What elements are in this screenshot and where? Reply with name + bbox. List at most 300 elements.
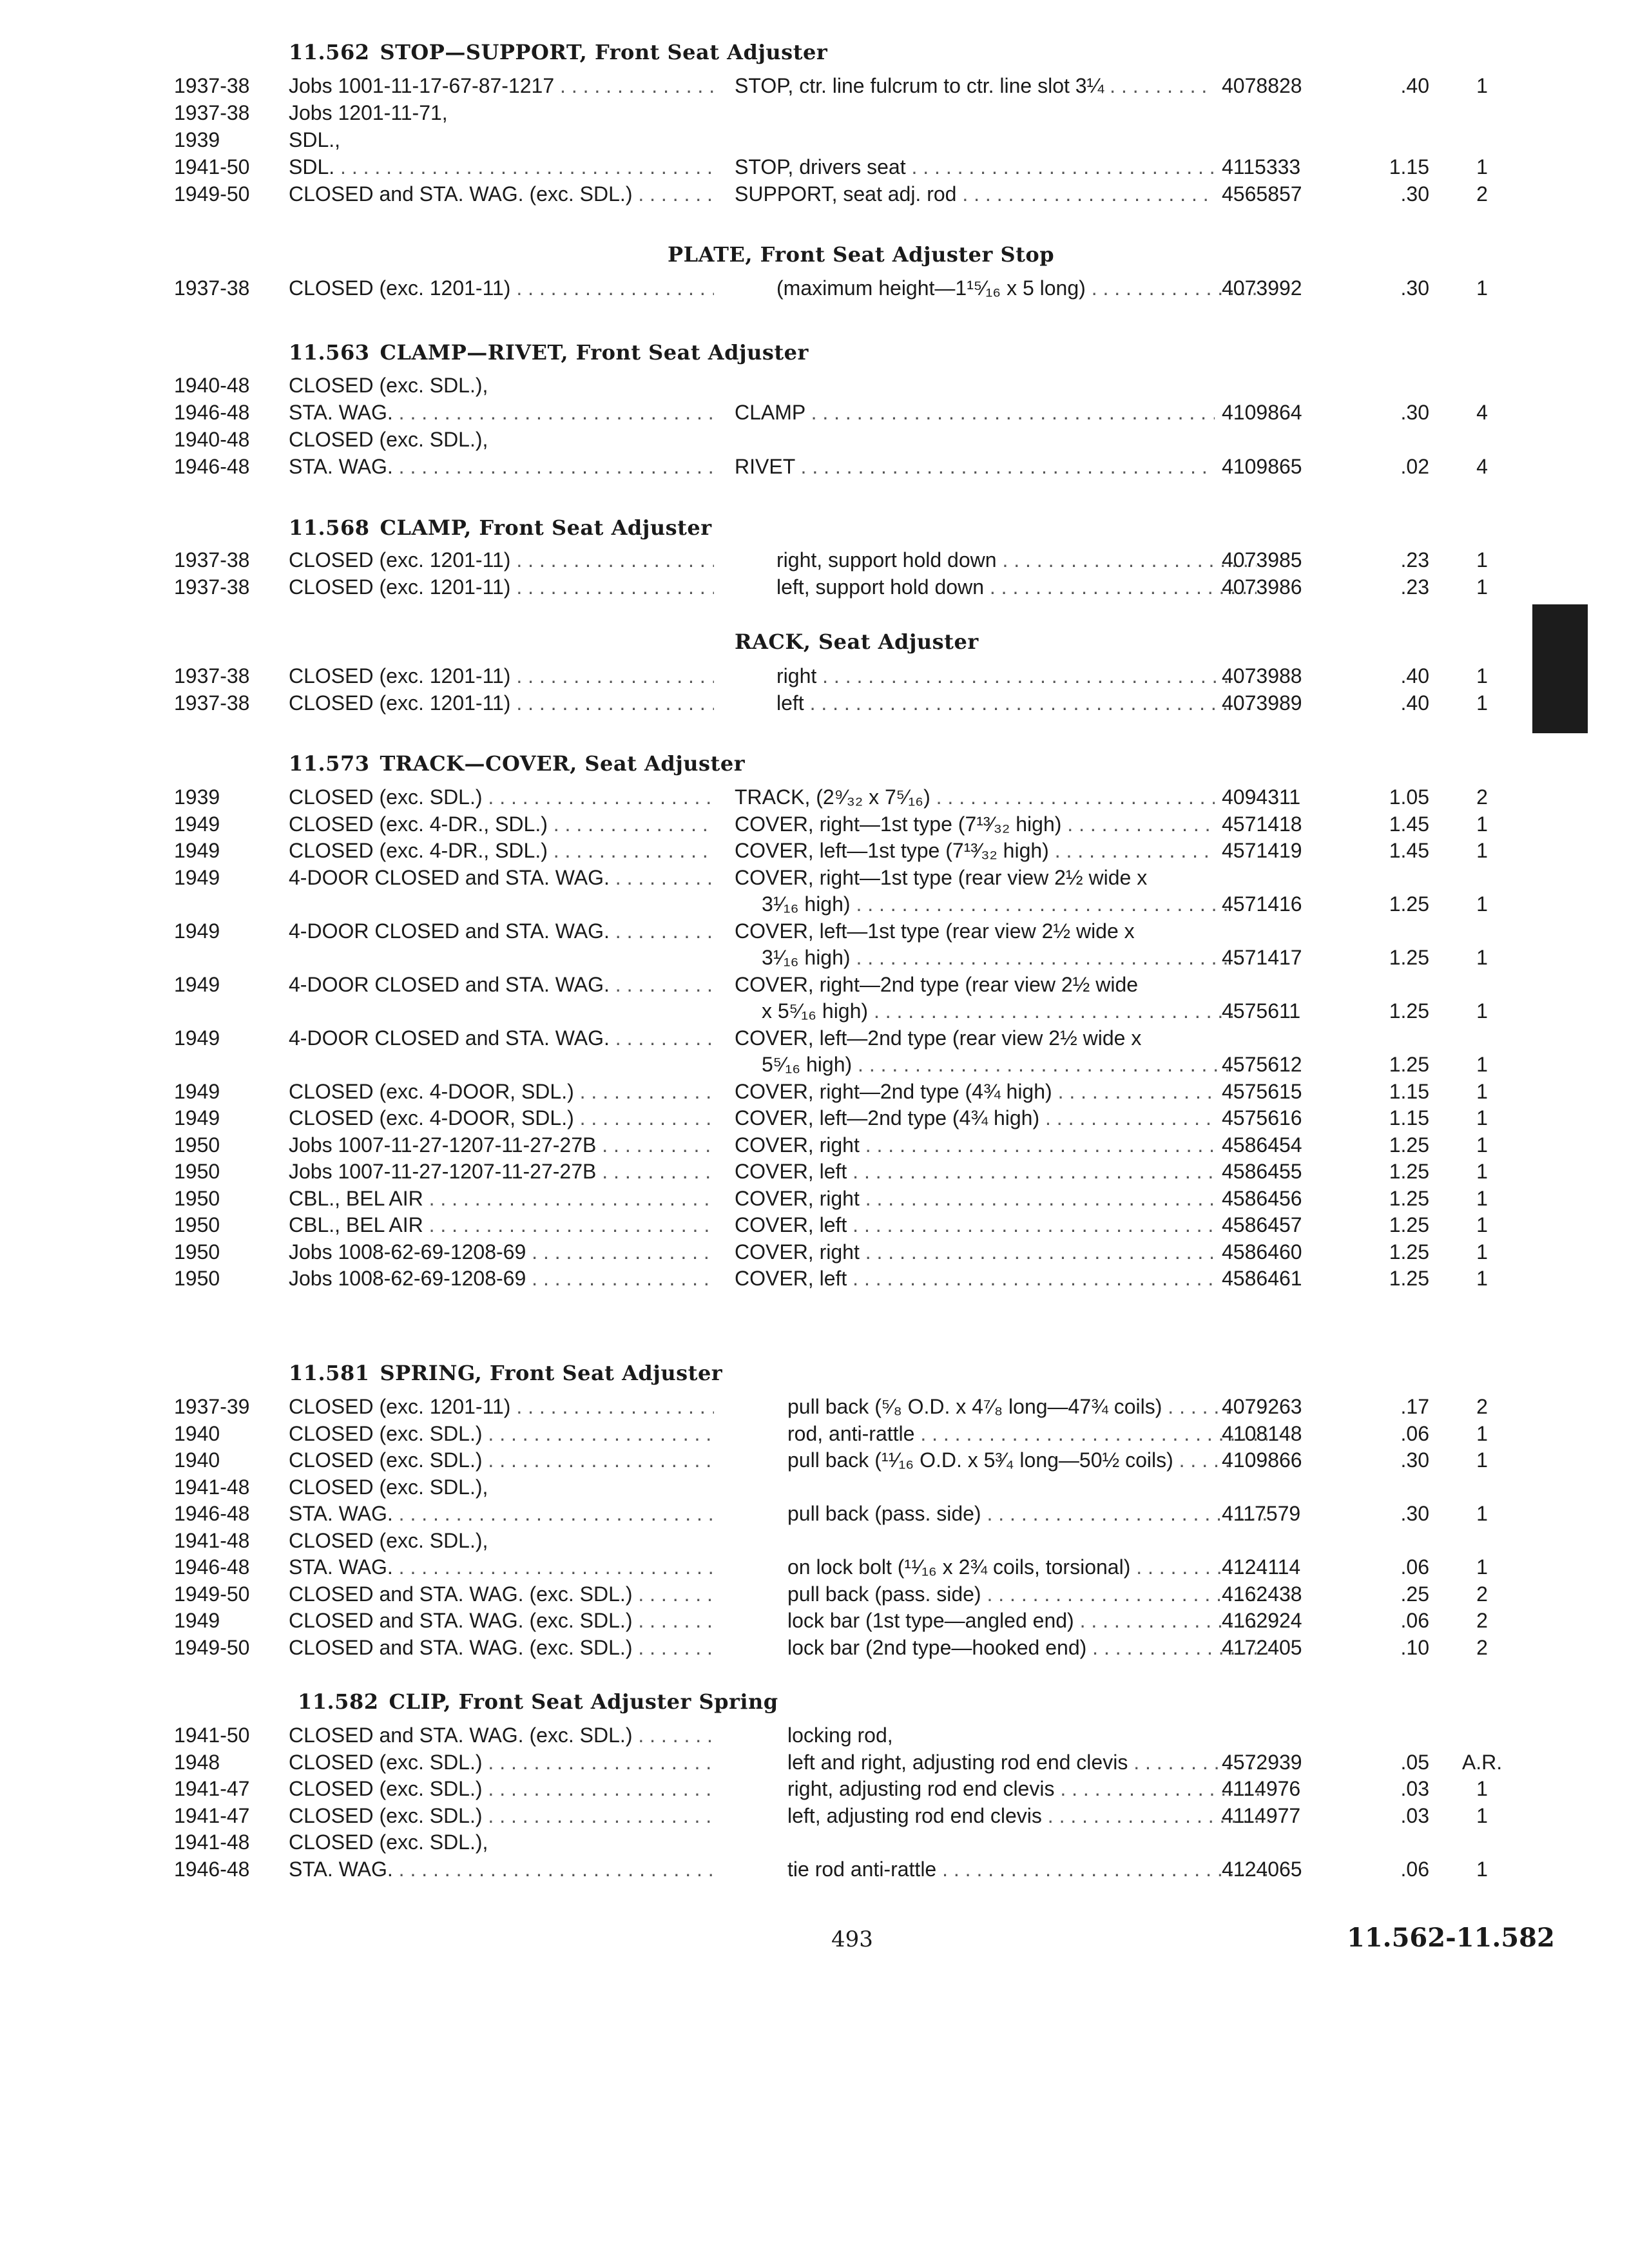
price-cell: .40 [1400, 691, 1429, 715]
part-row [0, 573, 1629, 601]
description-cell: 3¹⁄₁₆ high) . . . [762, 890, 1242, 918]
part-row [0, 1802, 1629, 1829]
section-range: 11.562-11.582 [1347, 1923, 1555, 1953]
part-row [0, 1553, 1629, 1581]
price-cell: 1.25 [1389, 1160, 1429, 1183]
part-row [0, 399, 1629, 426]
section-title: RACK, Seat Adjuster [735, 629, 979, 654]
thumb-index-tab [1532, 604, 1588, 733]
year-cell: 1949-50 [174, 1635, 250, 1659]
quantity-cell: 1 [1476, 664, 1488, 687]
description-cell: COVER, left—1st type (7¹³⁄₃₂ high) . . . [735, 837, 1215, 864]
price-cell: .06 [1400, 1555, 1429, 1579]
model-cell: Jobs 1007-11-27-1207-11-27-27B . . . [289, 1131, 714, 1158]
description-cell: x 5⁵⁄₁₆ high) . . . [762, 997, 1242, 1024]
year-cell: 1941-47 [174, 1777, 250, 1800]
model-cell: CLOSED (exc. 1201-11) . . . [289, 1393, 714, 1420]
section-heading [289, 515, 712, 540]
part-row [0, 997, 1629, 1024]
quantity-cell: 1 [1476, 892, 1488, 916]
part-number-cell: 4586454 [1222, 1133, 1302, 1157]
description-cell: on lock bolt (¹¹⁄₁₆ x 2¾ coils, torsional) . . . [787, 1553, 1268, 1581]
section-heading [289, 40, 827, 64]
year-cell: 1949 [174, 1106, 220, 1129]
part-row [0, 1024, 1629, 1052]
section-title: STOP—SUPPORT, Front Seat Adjuster [380, 40, 828, 64]
year-cell: 1950 [174, 1133, 220, 1157]
model-cell: STA. WAG. . . . [289, 1500, 714, 1527]
year-cell: 1950 [174, 1160, 220, 1183]
section-heading [289, 1361, 722, 1385]
description-cell: COVER, right—1st type (rear view 2½ wide x [735, 865, 1148, 889]
part-number-cell: 4586460 [1222, 1240, 1302, 1264]
price-cell: 1.25 [1389, 1240, 1429, 1264]
year-cell: 1946-48 [174, 1502, 250, 1525]
part-number-cell: 4073985 [1222, 548, 1302, 572]
quantity-cell: 1 [1476, 1267, 1488, 1290]
model-cell: CLOSED (exc. SDL.) . . . [289, 1802, 714, 1829]
part-row [0, 783, 1629, 811]
year-cell: 1941-50 [174, 155, 250, 178]
year-cell: 1937-39 [174, 1395, 250, 1418]
description-cell: (maximum height—1¹⁵⁄₁₆ x 5 long) . . . [776, 274, 1257, 302]
part-number-cell: 4073986 [1222, 575, 1302, 599]
model-cell: CLOSED (exc. SDL.), [289, 374, 488, 397]
price-cell: .06 [1400, 1857, 1429, 1881]
description-cell: pull back (pass. side) . . . [787, 1581, 1268, 1608]
year-cell: 1949-50 [174, 182, 250, 206]
description-cell: COVER, right . . . [735, 1185, 1215, 1212]
part-row [0, 1238, 1629, 1265]
description-cell: left, adjusting rod end clevis . . . [787, 1802, 1268, 1829]
year-cell: 1937-38 [174, 548, 250, 572]
year-cell: 1937-38 [174, 101, 250, 124]
price-cell: 1.25 [1389, 999, 1429, 1023]
part-row [0, 426, 1629, 453]
description-cell: STOP, drivers seat . . . [735, 153, 1215, 180]
part-row [0, 1185, 1629, 1212]
model-cell: CBL., BEL AIR . . . [289, 1211, 714, 1238]
section-title: SPRING, Front Seat Adjuster [380, 1361, 723, 1385]
year-cell: 1950 [174, 1240, 220, 1264]
part-number-cell: 4124065 [1222, 1857, 1302, 1881]
section-title: TRACK—COVER, Seat Adjuster [380, 751, 746, 776]
part-number-cell: 4565857 [1222, 182, 1302, 206]
quantity-cell: 1 [1476, 1857, 1488, 1881]
year-cell: 1946-48 [174, 455, 250, 478]
quantity-cell: 1 [1476, 1053, 1488, 1076]
year-cell: 1940-48 [174, 374, 250, 397]
year-cell: 1937-38 [174, 691, 250, 715]
description-cell: 3¹⁄₁₆ high) . . . [762, 944, 1242, 971]
model-cell: Jobs 1008-62-69-1208-69 . . . [289, 1265, 714, 1292]
model-cell: CLOSED and STA. WAG. (exc. SDL.) . . . [289, 1722, 714, 1749]
part-number-cell: 4079263 [1222, 1395, 1302, 1418]
quantity-cell: 1 [1476, 839, 1488, 862]
part-row [0, 1078, 1629, 1105]
description-cell: COVER, left—2nd type (rear view 2½ wide x [735, 1026, 1142, 1050]
year-cell: 1940-48 [174, 428, 250, 451]
quantity-cell: 1 [1476, 1502, 1488, 1525]
part-row [0, 372, 1629, 399]
quantity-cell: 1 [1476, 1777, 1488, 1800]
description-cell: right, adjusting rod end clevis . . . [787, 1775, 1268, 1802]
part-number-cell: 4115333 [1222, 155, 1301, 178]
part-row [0, 1211, 1629, 1238]
part-number-cell: 4117579 [1222, 1502, 1301, 1525]
price-cell: .06 [1400, 1421, 1429, 1445]
model-cell: CLOSED (exc. SDL.) . . . [289, 1420, 714, 1447]
description-cell: pull back (pass. side) . . . [787, 1500, 1268, 1527]
description-cell: 5⁵⁄₁₆ high) . . . [762, 1051, 1242, 1078]
model-cell: SDL., [289, 128, 341, 151]
year-cell: 1937-38 [174, 74, 250, 97]
quantity-cell: 1 [1476, 1448, 1488, 1472]
part-row [0, 1393, 1629, 1420]
year-cell: 1946-48 [174, 1555, 250, 1579]
year-cell: 1941-48 [174, 1831, 250, 1854]
price-cell: 1.25 [1389, 946, 1429, 969]
part-row [0, 1722, 1629, 1749]
part-number-cell: 4586456 [1222, 1186, 1302, 1210]
price-cell: .30 [1400, 1502, 1429, 1525]
quantity-cell: 2 [1476, 1582, 1488, 1606]
part-number-cell: 4073992 [1222, 276, 1302, 300]
description-cell: left and right, adjusting rod end clevis . . . [787, 1749, 1268, 1776]
price-cell: .25 [1400, 1582, 1429, 1606]
model-cell: 4-DOOR CLOSED and STA. WAG. . . . [289, 1024, 714, 1052]
description-cell: CLAMP . . . [735, 399, 1215, 426]
quantity-cell: 1 [1476, 548, 1488, 572]
price-cell: 1.25 [1389, 892, 1429, 916]
model-cell: CLOSED (exc. SDL.), [289, 428, 488, 451]
part-number-cell: 4575611 [1222, 999, 1301, 1023]
price-cell: .17 [1400, 1395, 1429, 1418]
part-row [0, 1581, 1629, 1608]
model-cell: CLOSED (exc. SDL.) . . . [289, 1775, 714, 1802]
part-row [0, 811, 1629, 838]
model-cell: Jobs 1001-11-17-67-87-1217 . . . [289, 72, 714, 99]
price-cell: 1.25 [1389, 1267, 1429, 1290]
part-number-cell: 4571416 [1222, 892, 1302, 916]
year-cell: 1949-50 [174, 1582, 250, 1606]
model-cell: CLOSED (exc. 1201-11) . . . [289, 662, 714, 689]
year-cell: 1941-47 [174, 1803, 250, 1827]
quantity-cell: 2 [1476, 1609, 1488, 1632]
part-row [0, 99, 1629, 126]
price-cell: .10 [1400, 1635, 1429, 1659]
model-cell: 4-DOOR CLOSED and STA. WAG. . . . [289, 971, 714, 998]
description-cell: STOP, ctr. line fulcrum to ctr. line slot 3¼ . . . [735, 72, 1215, 99]
price-cell: 1.15 [1389, 155, 1429, 178]
part-number-cell: 4114977 [1222, 1803, 1301, 1827]
description-cell: rod, anti-rattle . . . [787, 1420, 1268, 1447]
description-cell: pull back (⁵⁄₈ O.D. x 4⁷⁄₈ long—47¾ coils) . . . [787, 1393, 1268, 1420]
quantity-cell: 1 [1476, 1555, 1488, 1579]
quantity-cell: 2 [1476, 182, 1488, 206]
part-number-cell: 4114976 [1222, 1777, 1301, 1800]
model-cell: CLOSED (exc. SDL.), [289, 1475, 488, 1499]
part-row [0, 1829, 1629, 1856]
quantity-cell: 1 [1476, 812, 1488, 836]
year-cell: 1937-38 [174, 575, 250, 599]
year-cell: 1946-48 [174, 1857, 250, 1881]
description-cell: COVER, right . . . [735, 1238, 1215, 1265]
part-number-cell: 4094311 [1222, 785, 1301, 809]
part-row [0, 1420, 1629, 1447]
section-number: 11.581 [289, 1361, 370, 1385]
part-row [0, 1775, 1629, 1802]
description-cell: lock bar (1st type—angled end) . . . [787, 1607, 1268, 1634]
part-row [0, 1131, 1629, 1158]
year-cell: 1949 [174, 1026, 220, 1050]
part-row [0, 837, 1629, 864]
part-number-cell: 4108148 [1222, 1421, 1302, 1445]
price-cell: .05 [1400, 1750, 1429, 1774]
part-number-cell: 4073988 [1222, 664, 1302, 687]
price-cell: .30 [1400, 401, 1429, 424]
price-cell: .30 [1400, 276, 1429, 300]
year-cell: 1939 [174, 128, 220, 151]
model-cell: STA. WAG. . . . [289, 453, 714, 480]
model-cell: CLOSED (exc. SDL.) . . . [289, 783, 714, 811]
price-cell: 1.25 [1389, 1213, 1429, 1236]
description-cell: COVER, left . . . [735, 1265, 1215, 1292]
year-cell: 1949 [174, 839, 220, 862]
part-row [0, 1474, 1629, 1501]
quantity-cell: 1 [1476, 1079, 1488, 1103]
price-cell: .40 [1400, 664, 1429, 687]
section-title: CLIP, Front Seat Adjuster Spring [389, 1689, 778, 1714]
year-cell: 1941-50 [174, 1724, 250, 1747]
part-number-cell: 4162924 [1222, 1609, 1302, 1632]
description-cell: COVER, right . . . [735, 1131, 1215, 1158]
part-row [0, 180, 1629, 207]
part-number-cell: 4109866 [1222, 1448, 1302, 1472]
section-title: CLAMP, Front Seat Adjuster [380, 515, 712, 540]
model-cell: 4-DOOR CLOSED and STA. WAG. . . . [289, 864, 714, 891]
section-title: PLATE, Front Seat Adjuster Stop [668, 242, 1055, 267]
model-cell: SDL. . . . [289, 153, 714, 180]
year-cell: 1949 [174, 865, 220, 889]
description-cell: right, support hold down . . . [776, 546, 1257, 573]
price-cell: .03 [1400, 1803, 1429, 1827]
part-row [0, 453, 1629, 480]
description-cell: COVER, left . . . [735, 1158, 1215, 1185]
year-cell: 1950 [174, 1267, 220, 1290]
quantity-cell: 1 [1476, 1133, 1488, 1157]
section-heading [289, 340, 809, 365]
quantity-cell: 1 [1476, 1106, 1488, 1129]
part-number-cell: 4586461 [1222, 1267, 1302, 1290]
price-cell: 1.25 [1389, 1053, 1429, 1076]
quantity-cell: 1 [1476, 74, 1488, 97]
description-cell: left, support hold down . . . [776, 573, 1257, 601]
description-cell: right . . . [776, 662, 1257, 689]
model-cell: CLOSED (exc. SDL.), [289, 1528, 488, 1552]
year-cell: 1949 [174, 919, 220, 943]
quantity-cell: 2 [1476, 1395, 1488, 1418]
description-cell: tie rod anti-rattle . . . [787, 1856, 1268, 1883]
quantity-cell: 1 [1476, 1421, 1488, 1445]
part-row [0, 1446, 1629, 1474]
year-cell: 1940 [174, 1448, 220, 1472]
description-cell: COVER, left—1st type (rear view 2½ wide x [735, 919, 1135, 943]
price-cell: 1.15 [1389, 1079, 1429, 1103]
year-cell: 1948 [174, 1750, 220, 1774]
quantity-cell: 1 [1476, 1186, 1488, 1210]
year-cell: 1937-38 [174, 664, 250, 687]
quantity-cell: 1 [1476, 1803, 1488, 1827]
part-row [0, 1104, 1629, 1131]
section-number: 11.562 [289, 40, 370, 64]
part-row [0, 1607, 1629, 1634]
price-cell: .06 [1400, 1609, 1429, 1632]
part-row [0, 1158, 1629, 1185]
year-cell: 1950 [174, 1186, 220, 1210]
quantity-cell: 1 [1476, 276, 1488, 300]
section-heading [298, 1689, 778, 1714]
description-cell: lock bar (2nd type—hooked end) . . . [787, 1634, 1268, 1661]
price-cell: 1.45 [1389, 812, 1429, 836]
part-row [0, 1634, 1629, 1661]
part-row [0, 274, 1629, 302]
price-cell: .40 [1400, 74, 1429, 97]
year-cell: 1949 [174, 812, 220, 836]
description-cell: SUPPORT, seat adj. rod . . . [735, 180, 1215, 207]
price-cell: .03 [1400, 1777, 1429, 1800]
part-row [0, 918, 1629, 945]
part-number-cell: 4571418 [1222, 812, 1302, 836]
part-number-cell: 4571419 [1222, 839, 1302, 862]
model-cell: STA. WAG. . . . [289, 1856, 714, 1883]
model-cell: CLOSED (exc. SDL.) . . . [289, 1749, 714, 1776]
description-cell: RIVET . . . [735, 453, 1215, 480]
quantity-cell: 1 [1476, 155, 1488, 178]
model-cell: CLOSED (exc. SDL.), [289, 1831, 488, 1854]
part-row [0, 72, 1629, 99]
price-cell: .30 [1400, 182, 1429, 206]
year-cell: 1949 [174, 1609, 220, 1632]
price-cell: .23 [1400, 548, 1429, 572]
price-cell: 1.45 [1389, 839, 1429, 862]
price-cell: .23 [1400, 575, 1429, 599]
part-number-cell: 4586457 [1222, 1213, 1302, 1236]
model-cell: CLOSED and STA. WAG. (exc. SDL.) . . . [289, 180, 714, 207]
part-row [0, 662, 1629, 689]
part-number-cell: 4109865 [1222, 455, 1302, 478]
part-number-cell: 4124114 [1222, 1555, 1301, 1579]
part-number-cell: 4571417 [1222, 946, 1302, 969]
year-cell: 1941-48 [174, 1528, 250, 1552]
model-cell: STA. WAG. . . . [289, 1553, 714, 1581]
model-cell: 4-DOOR CLOSED and STA. WAG. . . . [289, 918, 714, 945]
part-row [0, 864, 1629, 891]
quantity-cell: 2 [1476, 1635, 1488, 1659]
part-number-cell: 4575616 [1222, 1106, 1302, 1129]
part-number-cell: 4586455 [1222, 1160, 1302, 1183]
year-cell: 1941-48 [174, 1475, 250, 1499]
part-number-cell: 4162438 [1222, 1582, 1302, 1606]
model-cell: CLOSED (exc. 4-DR., SDL.) . . . [289, 837, 714, 864]
part-row [0, 971, 1629, 998]
year-cell: 1949 [174, 972, 220, 996]
section-heading [289, 751, 745, 776]
year-cell: 1949 [174, 1079, 220, 1103]
section-number: 11.582 [298, 1689, 379, 1714]
model-cell: STA. WAG. . . . [289, 399, 714, 426]
price-cell: 1.05 [1389, 785, 1429, 809]
quantity-cell: 1 [1476, 575, 1488, 599]
part-number-cell: 4575615 [1222, 1079, 1302, 1103]
model-cell: CLOSED (exc. 4-DOOR, SDL.) . . . [289, 1104, 714, 1131]
model-cell: CLOSED (exc. 1201-11) . . . [289, 546, 714, 573]
year-cell: 1939 [174, 785, 220, 809]
description-cell: COVER, right—2nd type (rear view 2½ wide [735, 972, 1139, 996]
model-cell: Jobs 1201-11-71, [289, 101, 448, 124]
part-number-cell: 4172405 [1222, 1635, 1302, 1659]
quantity-cell: 2 [1476, 785, 1488, 809]
quantity-cell: 1 [1476, 1160, 1488, 1183]
quantity-cell: 1 [1476, 1213, 1488, 1236]
model-cell: CLOSED (exc. SDL.) . . . [289, 1446, 714, 1474]
description-cell: COVER, left . . . [735, 1211, 1215, 1238]
model-cell: CBL., BEL AIR . . . [289, 1185, 714, 1212]
part-row [0, 1749, 1629, 1776]
part-row [0, 1500, 1629, 1527]
price-cell: 1.25 [1389, 1133, 1429, 1157]
quantity-cell: 4 [1476, 401, 1488, 424]
description-cell: TRACK, (2⁹⁄₃₂ x 7⁵⁄₁₆) . . . [735, 783, 1215, 811]
year-cell: 1940 [174, 1421, 220, 1445]
price-cell: .30 [1400, 1448, 1429, 1472]
section-number: 11.568 [289, 515, 370, 540]
price-cell: 1.25 [1389, 1186, 1429, 1210]
part-row [0, 1265, 1629, 1292]
part-number-cell: 4109864 [1222, 401, 1302, 424]
part-number-cell: 4572939 [1222, 1750, 1302, 1774]
part-number-cell: 4078828 [1222, 74, 1302, 97]
model-cell: Jobs 1008-62-69-1208-69 . . . [289, 1238, 714, 1265]
description-cell: COVER, right—2nd type (4¾ high) . . . [735, 1078, 1215, 1105]
model-cell: CLOSED (exc. 4-DOOR, SDL.) . . . [289, 1078, 714, 1105]
part-row [0, 890, 1629, 918]
description-cell: left . . . [776, 689, 1257, 716]
quantity-cell: 4 [1476, 455, 1488, 478]
model-cell: CLOSED (exc. 1201-11) . . . [289, 689, 714, 716]
part-row [0, 689, 1629, 716]
part-row [0, 1856, 1629, 1883]
part-row [0, 546, 1629, 573]
section-number: 11.563 [289, 340, 370, 365]
section-number: 11.573 [289, 751, 370, 776]
description-cell: COVER, left—2nd type (4¾ high) . . . [735, 1104, 1215, 1131]
part-row [0, 1051, 1629, 1078]
part-number-cell: 4073989 [1222, 691, 1302, 715]
part-row [0, 153, 1629, 180]
page-number: 493 [831, 1927, 873, 1952]
description-cell: pull back (¹¹⁄₁₆ O.D. x 5³⁄₄ long—50½ coils) . . . [787, 1446, 1268, 1474]
price-cell: .02 [1400, 455, 1429, 478]
quantity-cell: 1 [1476, 946, 1488, 969]
quantity-cell: A.R. [1461, 1750, 1503, 1774]
section-heading [735, 629, 979, 654]
model-cell: CLOSED and STA. WAG. (exc. SDL.) . . . [289, 1634, 714, 1661]
description-cell: COVER, right—1st type (7¹³⁄₃₂ high) . . . [735, 811, 1215, 838]
model-cell: CLOSED (exc. 1201-11) . . . [289, 274, 714, 302]
part-row [0, 944, 1629, 971]
part-row [0, 126, 1629, 153]
